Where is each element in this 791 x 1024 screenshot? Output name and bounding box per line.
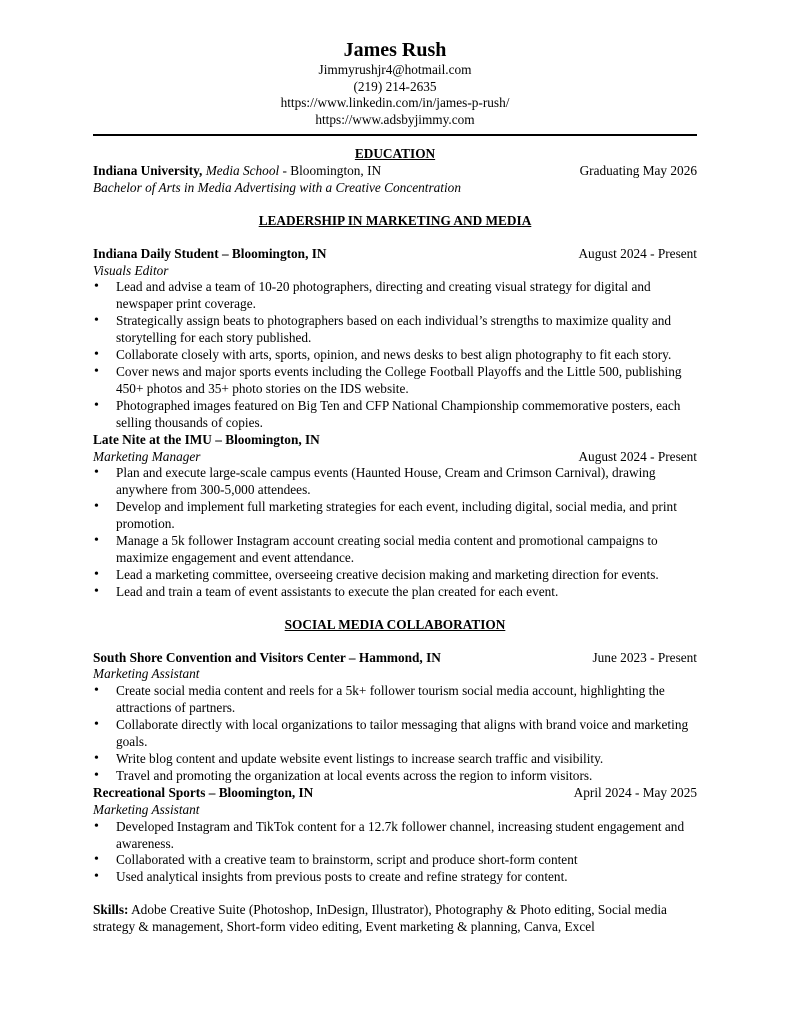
job-bullet: • Used analytical insights from previous posts to create and refine strategy for content. [93,869,697,886]
job-bullet: • Manage a 5k follower Instagram account creating social media content and promotional campaigns to maximize engagement and event attendance. [93,533,697,567]
social-heading: SOCIAL MEDIA COLLABORATION [284,616,506,632]
job-organization: Late Nite at the IMU – Bloomington, IN [93,431,320,447]
job-bullets [93,819,697,887]
header-divider [93,134,697,136]
job-organization: Recreational Sports – Bloomington, IN [93,784,314,800]
job-role-row [93,449,697,466]
skills-label: Skills: [93,902,129,918]
job-entry [93,246,697,432]
job-bullet: • Cover news and major sports events including the College Football Playoffs and the Little 500, publishing 450+ photos and 35+ photo stories on the IDS website. [93,364,697,398]
job-date: June 2023 - Present [592,649,697,665]
job-entry [93,650,697,785]
job-date: August 2024 - Present [578,245,697,261]
job-bullet: • Plan and execute large-scale campus events (Haunted House, Cream and Crimson Carnival), drawing anywhere from 300-5,000 attendees. [93,465,697,499]
skills-text: Adobe Creative Suite (Photoshop, InDesign, Illustrator), Photography & Photo editing, Social media strategy & management, Short-form video editing, Event marketing & planning, Canva, Excel [93,902,667,935]
resume-page [93,38,697,936]
job-role-row [93,666,697,683]
job-bullet: • Lead a marketing committee, overseeing creative decision making and marketing direction for events. [93,567,697,584]
linkedin-url: https://www.linkedin.com/in/james-p-rush/ [280,95,510,110]
education-row [93,163,697,180]
job-bullets [93,279,697,431]
job-role: Marketing Manager [93,448,201,464]
job-bullet: • Travel and promoting the organization at local events across the region to inform visitors. [93,768,697,785]
job-header-row [93,432,697,449]
degree: Bachelor of Arts in Media Advertising with a Creative Concentration [93,179,461,195]
job-header-row [93,650,697,667]
education-date: Graduating May 2026 [579,162,697,178]
job-bullets [93,465,697,600]
job-organization: South Shore Convention and Visitors Center – Hammond, IN [93,649,441,665]
job-date: April 2024 - May 2025 [573,784,697,800]
job-date: August 2024 - Present [578,448,697,464]
resume-header [93,38,697,128]
job-bullets [93,683,697,784]
job-bullet: • Create social media content and reels for a 5k+ follower tourism social media account, highlighting the attractions of partners. [93,683,697,717]
social-jobs [93,650,697,887]
job-entry [93,785,697,886]
job-role-row [93,263,697,280]
school-unit: Media School [205,162,280,178]
job-header-row [93,785,697,802]
job-bullet: • Develop and implement full marketing strategies for each event, including digital, social media, and print promotion. [93,499,697,533]
job-bullet: • Photographed images featured on Big Ten and CFP National Championship commemorative posters, each selling thousands of copies. [93,398,697,432]
leadership-heading: LEADERSHIP IN MARKETING AND MEDIA [258,212,532,228]
job-bullet: • Collaborate directly with local organizations to tailor messaging that aligns with brand voice and marketing goals. [93,717,697,751]
job-bullet: • Lead and advise a team of 10-20 photographers, directing and creating visual strategy for digital and newspaper print coverage. [93,279,697,313]
job-header-row [93,246,697,263]
school-name: Indiana University, [93,162,203,178]
leadership-jobs [93,246,697,601]
school-location: - Bloomington, IN [279,162,382,178]
email-address: Jimmyrushjr4@hotmail.com [318,62,472,77]
job-role: Visuals Editor [93,262,169,278]
website-url: https://www.adsbyjimmy.com [315,111,475,127]
job-role-row [93,802,697,819]
job-role: Marketing Assistant [93,801,200,817]
job-bullet: • Collaborate closely with arts, sports, opinion, and news desks to best align photography to fit each story. [93,347,697,364]
job-organization: Indiana Daily Student – Bloomington, IN [93,245,327,261]
education-heading: EDUCATION [354,146,436,161]
job-bullet: • Collaborated with a creative team to brainstorm, script and produce short-form content [93,852,697,869]
phone-number: (219) 214-2635 [353,78,437,94]
education-school-line [93,163,381,180]
job-bullet: • Strategically assign beats to photographers based on each individual’s strengths to maximize quality and storytelling for each story published. [93,313,697,347]
job-entry [93,432,697,601]
job-bullet: • Lead and train a team of event assistants to execute the plan created for each event. [93,584,697,601]
candidate-name: James Rush [343,39,447,61]
job-bullet: • Write blog content and update website event listings to increase search traffic and visibility. [93,751,697,768]
job-bullet: • Developed Instagram and TikTok content for a 12.7k follower channel, increasing student engagement and awareness. [93,819,697,853]
job-role: Marketing Assistant [93,666,200,682]
skills-section [93,902,697,936]
